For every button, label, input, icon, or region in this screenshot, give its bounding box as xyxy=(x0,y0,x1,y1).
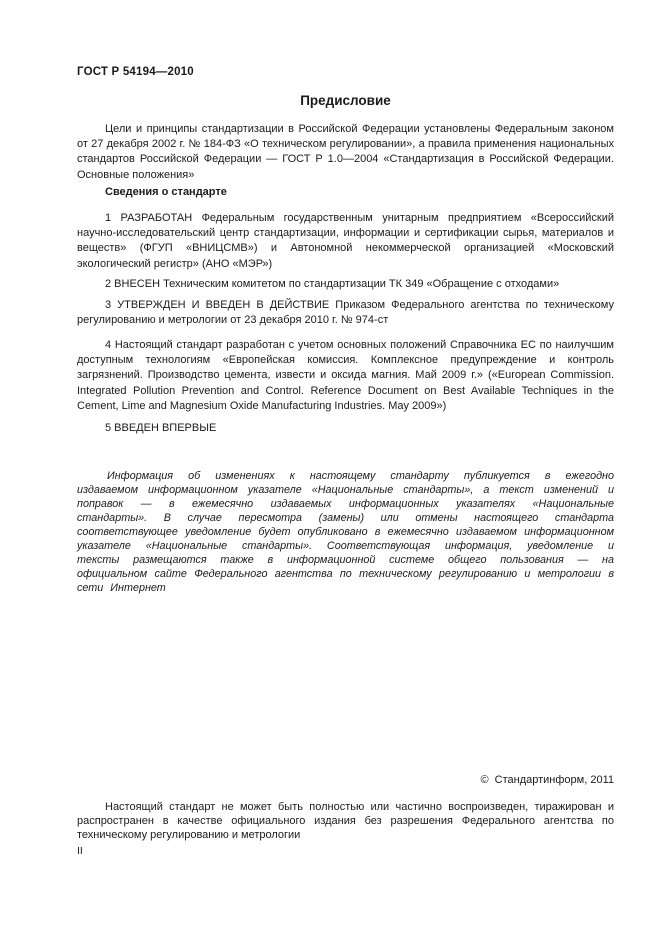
foreword-item-basis: 4 Настоящий стандарт разработан с учетом основных положений Справочника ЕС по наилучшим доступным технологиям «Европейская комиссия. Комплексное предупреждение и контроль загрязнений. Производство цемента, извести и оксида магния. Май 2009 г.» («European Commission. Integrated Pollution Prevention and Control. Reference Document on Best Available Techniques in the Cement, Lime and Magnesium Oxide Manufacturing Industries. May 2009») xyxy=(77,339,614,412)
foreword-item-developed: 1 РАЗРАБОТАН Федеральным государственным унитарным предприятием «Всероссийский научно-исследовательский центр стандартизации, информации и сертификации сырья, материалов и веществ» (ФГУП «ВНИЦСМВ») и Автономной некоммерческой организацией «Московский экологический регистр» (АНО «МЭР») xyxy=(77,212,614,270)
reproduction-restriction: Настоящий стандарт не может быть полностью или частично воспроизведен, тиражирован и распространен в качестве официального издания без разрешения Федерального агентства по техническому регулированию и метрологии xyxy=(77,801,614,842)
foreword-item-submitted: 2 ВНЕСЕН Техническим комитетом по стандартизации ТК 349 «Обращение с отходами» xyxy=(105,278,560,290)
foreword-item-approved: 3 УТВЕРЖДЕН И ВВЕДЕН В ДЕЙСТВИЕ Приказом Федерального агентства по техническому регулированию и метрологии от 23 декабря 2010 г. № 974-ст xyxy=(77,299,614,327)
copyright-line: © Стандартинформ, 2011 xyxy=(480,774,614,786)
amendments-notice: Информация об изменениях к настоящему стандарту публикуется в ежегодно издаваемом информационном указателе «Национальные стандарты», а текст изменений и поправок — в ежемесячно издаваемых информационных указателях «Национальные стандарты». В случае пересмотра (замены) или отмены настоящего стандарта соответствующее уведомление будет опубликовано в ежемесячно издаваемом информационном указателе «Национальные стандарты». Соответствующая информация, уведомление и тексты размещаются также в информационной системе общего пользования — на официальном сайте Федерального агентства по техническому регулированию и метрологии в сети Интернет xyxy=(77,470,614,594)
intro-paragraph: Цели и принципы стандартизации в Российской Федерации установлены Федеральным законом от 27 декабря 2002 г. № 184-ФЗ «О техническом регулировании», а правила применения национальных стандартов Российской Федерации — ГОСТ Р 1.0—2004 «Стандартизация в Российской Федерации. Основные положения» xyxy=(77,123,614,181)
page-title: Предисловие xyxy=(300,93,391,108)
section-heading: Сведения о стандарте xyxy=(105,186,227,198)
foreword-item-first-introduced: 5 ВВЕДЕН ВПЕРВЫЕ xyxy=(105,422,217,434)
doc-code-header: ГОСТ Р 54194—2010 xyxy=(77,66,194,78)
page-number: II xyxy=(77,845,83,857)
